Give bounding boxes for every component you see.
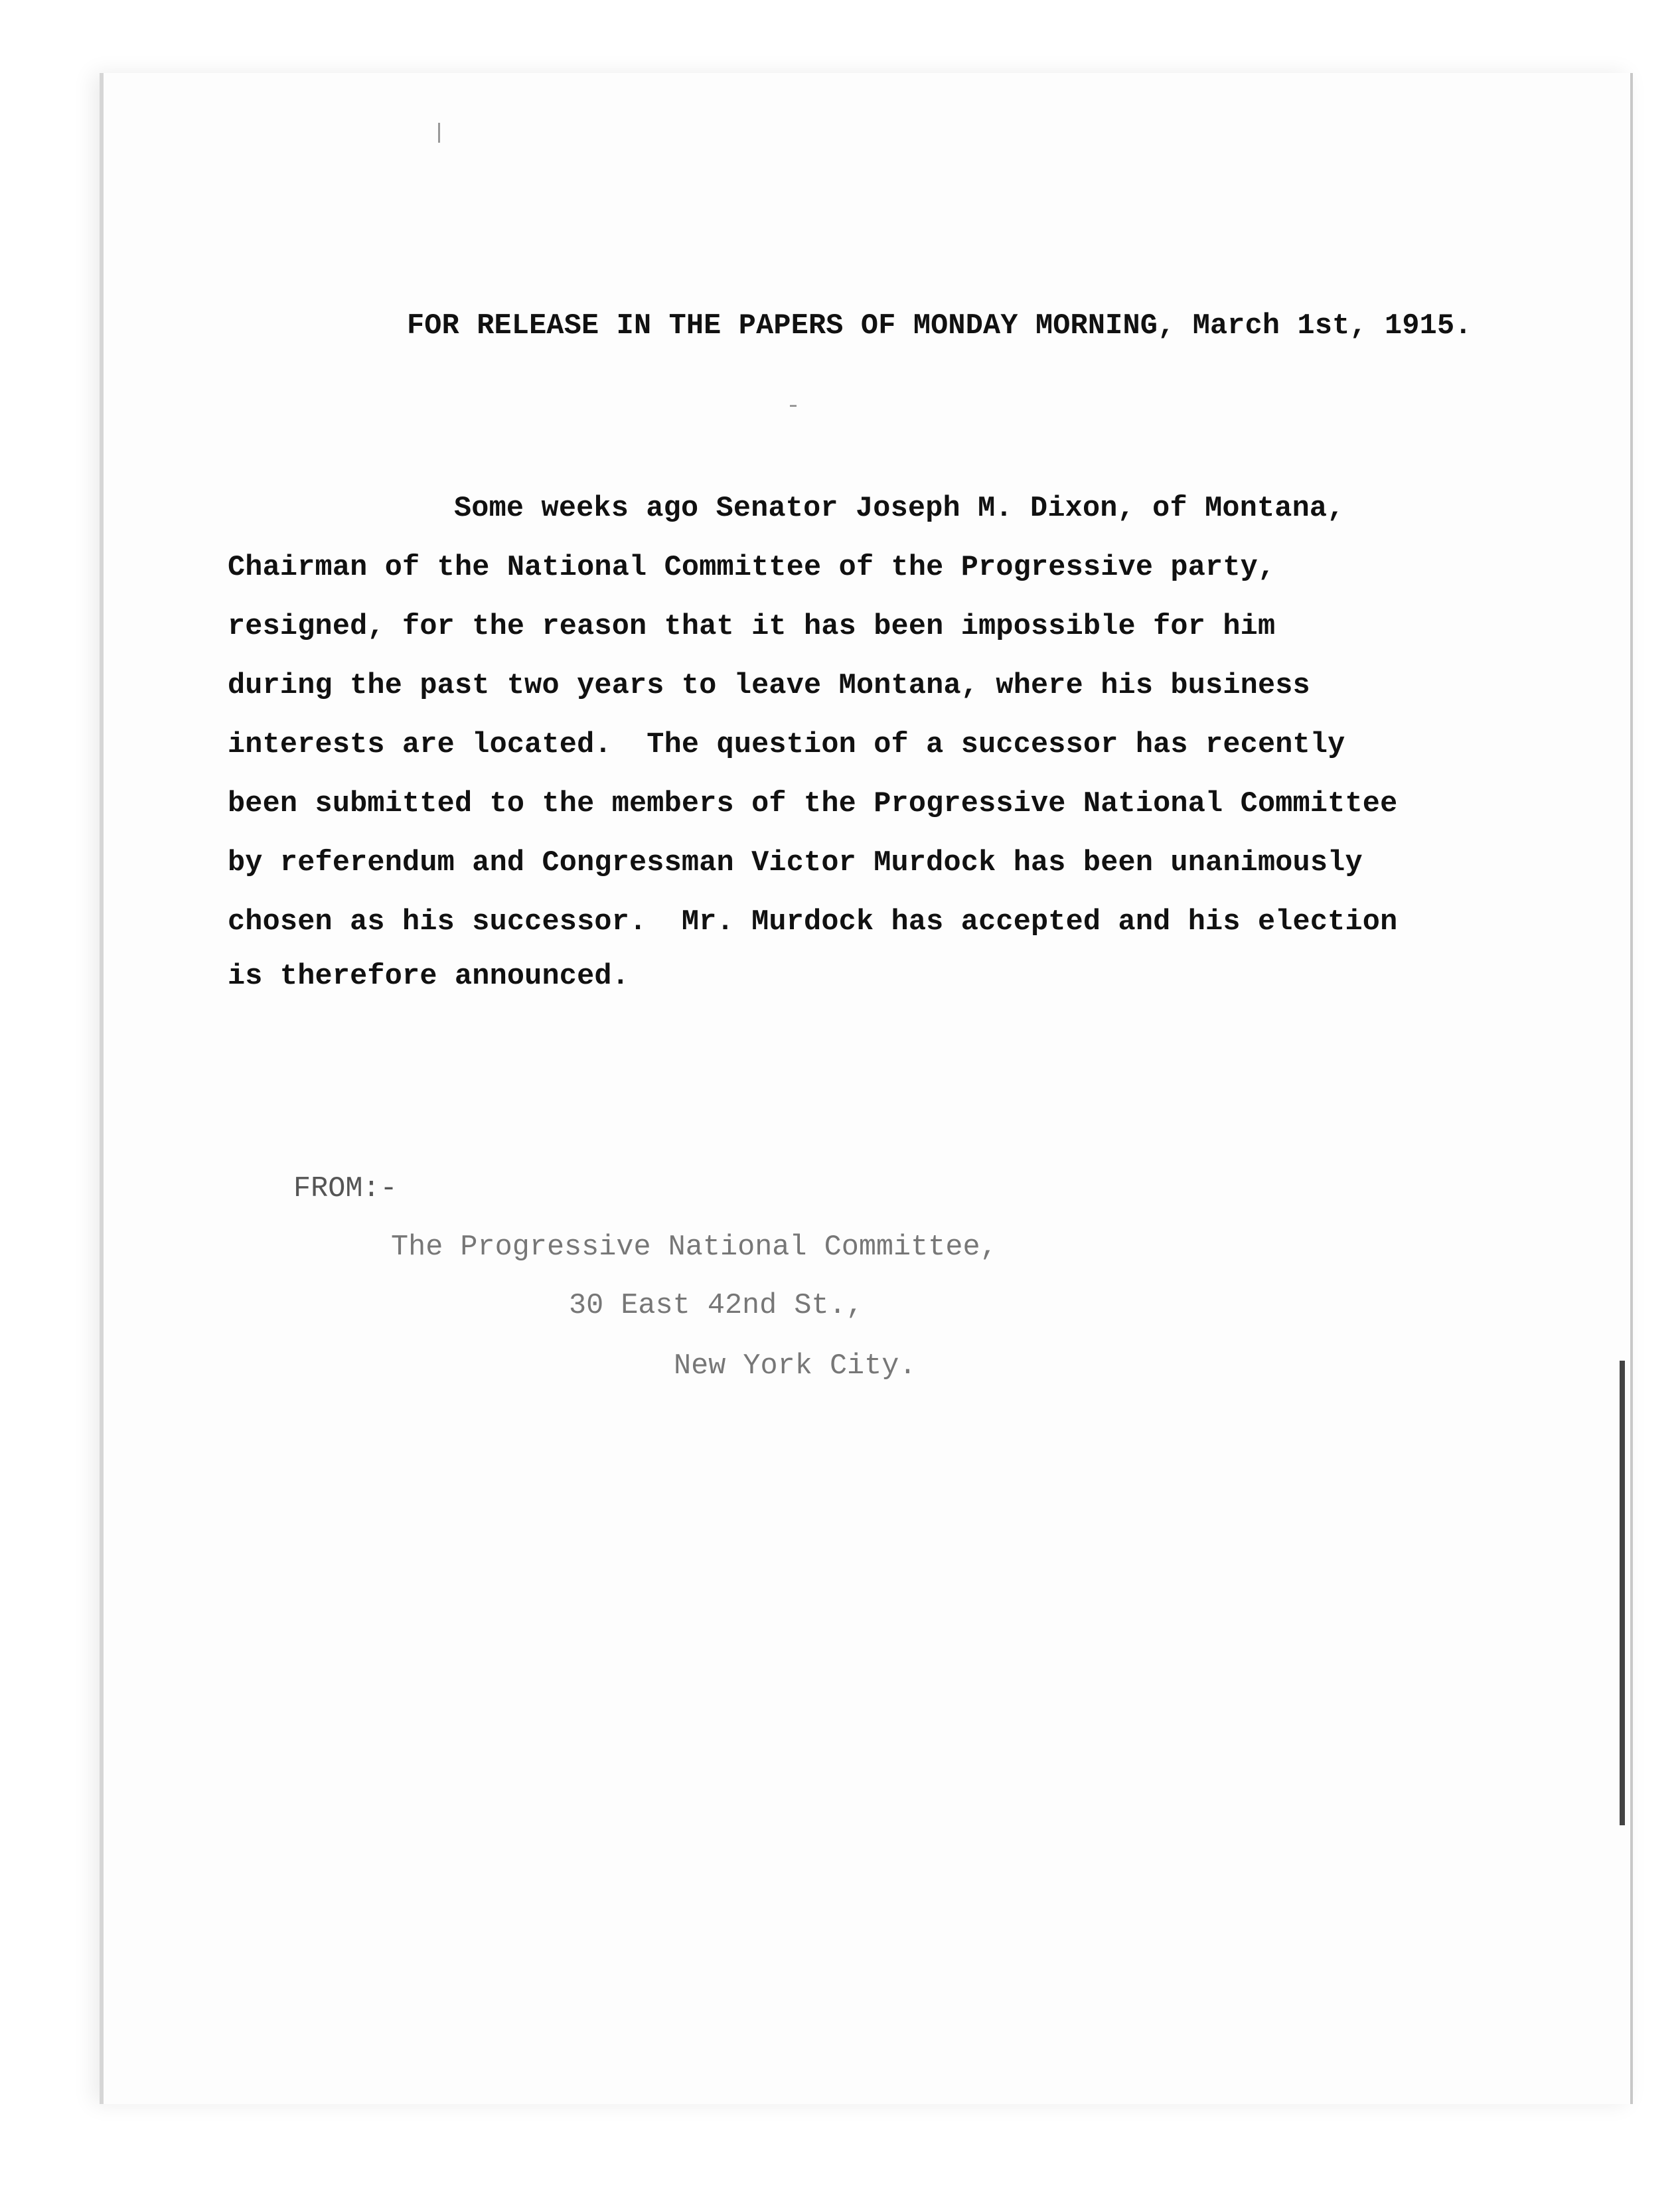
body-line: Chairman of the National Committee of the Progressive party, xyxy=(228,552,1276,584)
body-line: interests are located. The question of a successor has recently xyxy=(228,729,1345,761)
from-label: FROM:- xyxy=(293,1173,398,1205)
release-heading: FOR RELEASE IN THE PAPERS OF MONDAY MORNING, March 1st, 1915. xyxy=(407,310,1472,342)
body-line: during the past two years to leave Montana, where his business xyxy=(228,670,1310,702)
body-line: is therefore announced. xyxy=(228,960,629,993)
paper-mark xyxy=(790,405,797,407)
paper-mark xyxy=(438,123,440,143)
sender-address: 30 East 42nd St., xyxy=(569,1290,864,1322)
sender-name: The Progressive National Committee, xyxy=(391,1231,998,1264)
document-page xyxy=(100,73,1633,2104)
body-line: resigned, for the reason that it has been impossible for him xyxy=(228,611,1276,643)
body-line: been submitted to the members of the Progressive National Committee xyxy=(228,788,1398,820)
body-line: Some weeks ago Senator Joseph M. Dixon, of Montana, xyxy=(454,492,1345,525)
paper-edge-shadow xyxy=(1620,1361,1625,1825)
body-line: by referendum and Congressman Victor Murdock has been unanimously xyxy=(228,847,1363,879)
sender-city: New York City. xyxy=(674,1350,917,1383)
body-line: chosen as his successor. Mr. Murdock has accepted and his election xyxy=(228,906,1398,939)
